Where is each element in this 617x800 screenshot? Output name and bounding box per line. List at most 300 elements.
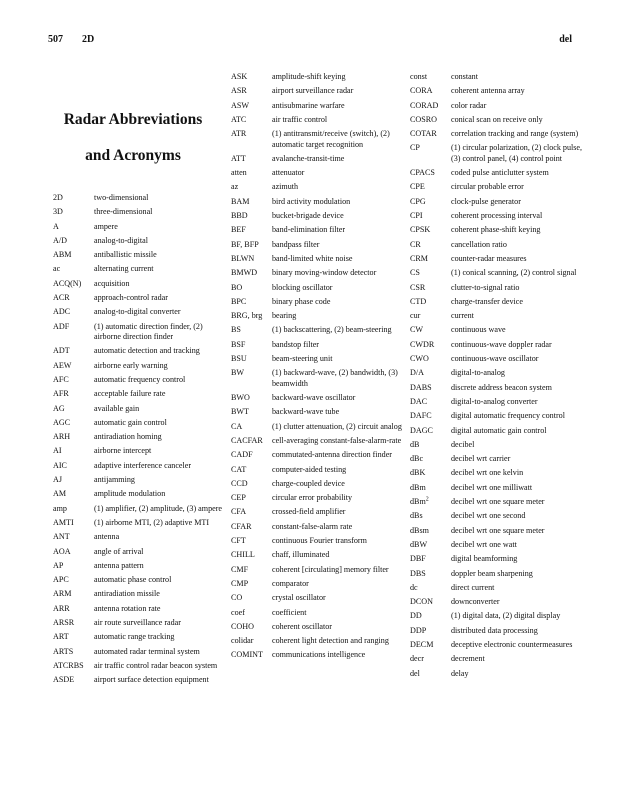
entry-abbreviation xyxy=(231,622,272,632)
entry-definition: downconverter xyxy=(451,597,500,607)
entry-definition: coherent phase-shift keying xyxy=(451,225,541,235)
entry-abbreviation xyxy=(410,325,451,335)
glossary-entry xyxy=(410,640,590,650)
glossary-entry xyxy=(53,404,228,414)
abbreviation-text: CS xyxy=(410,268,420,278)
abbreviation-text: coef xyxy=(231,607,245,617)
abbreviation-text: cur xyxy=(410,311,421,321)
abbreviation-text: BLWN xyxy=(231,253,255,263)
abbreviation-text: A/D xyxy=(53,235,67,245)
glossary-entry xyxy=(53,375,228,385)
running-head-section: 2D xyxy=(82,34,95,45)
entry-definition: airport surveillance radar xyxy=(272,86,354,96)
entry-definition: ampere xyxy=(94,221,118,231)
entry-abbreviation xyxy=(53,547,94,557)
glossary-entry xyxy=(410,583,590,593)
abbreviation-text: DBF xyxy=(410,554,426,564)
entry-definition: antiballistic missile xyxy=(94,250,157,260)
glossary-entry xyxy=(53,432,228,442)
abbreviation-text: ARH xyxy=(53,432,71,442)
entry-abbreviation xyxy=(231,593,272,603)
entry-definition: conical scan on receive only xyxy=(451,114,543,124)
entry-definition: antiradiation homing xyxy=(94,432,162,442)
abbreviation-text: CORA xyxy=(410,86,433,96)
entry-abbreviation xyxy=(231,340,272,350)
abbreviation-text: CMF xyxy=(231,564,249,574)
abbreviation-text: CAT xyxy=(231,464,247,474)
entry-abbreviation xyxy=(231,579,272,589)
entry-definition: continuous-wave oscillator xyxy=(451,354,539,364)
abbreviation-text: CEP xyxy=(231,493,246,503)
abbreviation-text: DD xyxy=(410,611,422,621)
entry-abbreviation xyxy=(53,418,94,428)
entry-definition: decibel wrt carrier xyxy=(451,454,511,464)
entry-abbreviation xyxy=(410,569,451,579)
entry-abbreviation xyxy=(53,193,94,203)
glossary-entry xyxy=(231,368,409,389)
abbreviation-text: DABS xyxy=(410,382,432,392)
glossary-entry xyxy=(231,493,409,503)
abbreviation-text: CSR xyxy=(410,282,426,292)
entry-abbreviation xyxy=(410,168,451,178)
abbreviation-text: BSU xyxy=(231,354,247,364)
abbreviation-text: ARM xyxy=(53,589,72,599)
glossary-entry xyxy=(231,115,409,125)
entry-definition: comparator xyxy=(272,578,309,588)
entry-definition: automatic gain control xyxy=(94,417,167,427)
abbreviation-text: BBD xyxy=(231,211,248,221)
glossary-entry xyxy=(410,283,590,293)
abbreviation-text: COMINT xyxy=(231,650,263,660)
entry-definition: (1) backward-wave, (2) bandwidth, (3) beamwidth xyxy=(272,368,398,388)
entry-abbreviation xyxy=(410,583,451,593)
glossary-entry xyxy=(53,346,228,356)
glossary-entry xyxy=(231,407,409,417)
entry-definition: automatic phase control xyxy=(94,575,172,585)
glossary-entry xyxy=(410,669,590,679)
entry-definition: (1) backscattering, (2) beam-steering xyxy=(272,325,392,335)
entry-abbreviation xyxy=(410,654,451,664)
glossary-entry xyxy=(231,579,409,589)
entry-definition: azimuth xyxy=(272,182,299,192)
entry-abbreviation xyxy=(410,354,451,364)
abbreviation-text: ADF xyxy=(53,321,70,331)
entry-abbreviation xyxy=(53,250,94,260)
abbreviation-text: dB xyxy=(410,439,420,449)
glossary-entry xyxy=(410,383,590,393)
abbreviation-text: DCON xyxy=(410,597,433,607)
abbreviation-text: CPG xyxy=(410,196,426,206)
glossary-entry xyxy=(410,454,590,464)
abbreviation-text: CORAD xyxy=(410,100,439,110)
abbreviation-text: dBK xyxy=(410,468,426,478)
glossary-entry xyxy=(410,497,590,507)
glossary-column-3 xyxy=(410,72,590,683)
glossary-entry xyxy=(231,479,409,489)
entry-abbreviation xyxy=(53,293,94,303)
glossary-entry xyxy=(410,297,590,307)
entry-abbreviation xyxy=(53,489,94,499)
entry-definition: bearing xyxy=(272,311,297,321)
abbreviation-text: CCD xyxy=(231,478,248,488)
entry-abbreviation xyxy=(410,626,451,636)
entry-definition: adaptive interference canceler xyxy=(94,460,192,470)
entry-abbreviation xyxy=(231,407,272,417)
glossary-entry xyxy=(410,129,590,139)
glossary-entry xyxy=(53,589,228,599)
abbreviation-text: CW xyxy=(410,325,424,335)
entry-abbreviation xyxy=(53,575,94,585)
abbreviation-text: ACR xyxy=(53,293,70,303)
entry-definition: bird activity modulation xyxy=(272,196,351,206)
abbreviation-text: CFT xyxy=(231,536,246,546)
abbreviation-text: 2D xyxy=(53,193,63,202)
entry-abbreviation xyxy=(231,507,272,517)
glossary-entry xyxy=(53,504,228,514)
abbreviation-text: ATR xyxy=(231,129,247,139)
glossary-entry xyxy=(410,426,590,436)
entry-abbreviation xyxy=(231,650,272,660)
abbreviation-text: BWO xyxy=(231,393,250,403)
glossary-entry xyxy=(410,554,590,564)
glossary-entry xyxy=(53,632,228,642)
entry-definition: amplitude modulation xyxy=(94,489,166,499)
entry-abbreviation xyxy=(410,86,451,96)
entry-definition: doppler beam sharpening xyxy=(451,568,533,578)
abbreviation-text: ASK xyxy=(231,72,248,81)
entry-abbreviation xyxy=(53,618,94,628)
entry-abbreviation xyxy=(53,561,94,571)
abbreviation-text: DAC xyxy=(410,396,428,406)
glossary-entry xyxy=(231,622,409,632)
entry-definition: discrete address beacon system xyxy=(451,382,552,392)
abbreviation-text: AJ xyxy=(53,475,62,485)
entry-abbreviation xyxy=(410,129,451,139)
entry-abbreviation xyxy=(231,86,272,96)
entry-definition: circular probable error xyxy=(451,182,524,192)
glossary-entry xyxy=(53,532,228,542)
entry-definition: coherent processing interval xyxy=(451,211,543,221)
entry-abbreviation xyxy=(231,450,272,460)
glossary-entry xyxy=(231,86,409,96)
abbreviation-text: dBm xyxy=(410,497,426,507)
entry-abbreviation xyxy=(231,168,272,178)
entry-abbreviation xyxy=(53,322,94,343)
entry-definition: avalanche-transit-time xyxy=(272,153,345,163)
entry-definition: band-limited white noise xyxy=(272,253,353,263)
abbreviation-text: ASR xyxy=(231,86,247,96)
abbreviation-text: CWO xyxy=(410,354,429,364)
glossary-entry xyxy=(53,293,228,303)
entry-definition: bandstop filter xyxy=(272,339,319,349)
entry-abbreviation xyxy=(410,383,451,393)
entry-definition: automatic range tracking xyxy=(94,632,175,642)
glossary-entry xyxy=(231,340,409,350)
glossary-column-1 xyxy=(53,193,228,690)
entry-abbreviation xyxy=(53,432,94,442)
abbreviation-text: DAFC xyxy=(410,411,432,421)
entry-abbreviation xyxy=(53,236,94,246)
abbreviation-text: AOA xyxy=(53,546,71,556)
abbreviation-text: CPSK xyxy=(410,225,431,235)
abbreviation-text: CACFAR xyxy=(231,435,263,445)
entry-abbreviation xyxy=(410,526,451,536)
abbreviation-text: BO xyxy=(231,282,243,292)
entry-abbreviation xyxy=(231,297,272,307)
entry-abbreviation xyxy=(410,340,451,350)
glossary-entry xyxy=(410,254,590,264)
entry-definition: air traffic control xyxy=(272,114,328,124)
entry-definition: (1) amplifier, (2) amplitude, (3) ampere xyxy=(94,503,222,513)
page-title xyxy=(48,102,218,174)
glossary-entry xyxy=(231,522,409,532)
glossary-entry xyxy=(53,264,228,274)
glossary-entry xyxy=(231,650,409,660)
entry-abbreviation xyxy=(231,225,272,235)
entry-abbreviation xyxy=(410,197,451,207)
abbreviation-text: COSRO xyxy=(410,114,437,124)
entry-definition: binary moving-window detector xyxy=(272,268,377,278)
entry-definition: decibel wrt one square meter xyxy=(451,525,545,535)
entry-abbreviation xyxy=(231,72,272,82)
glossary-entry xyxy=(410,143,590,164)
entry-definition: beam-steering unit xyxy=(272,354,333,364)
entry-definition: cancellation ratio xyxy=(451,239,507,249)
abbreviation-text: BW xyxy=(231,368,245,378)
glossary-entry xyxy=(231,422,409,432)
glossary-entry xyxy=(410,483,590,493)
abbreviation-text: BAM xyxy=(231,196,250,206)
entry-abbreviation xyxy=(231,550,272,560)
glossary-entry xyxy=(410,197,590,207)
entry-abbreviation xyxy=(53,461,94,471)
entry-abbreviation xyxy=(53,346,94,356)
glossary-entry xyxy=(231,608,409,618)
entry-abbreviation xyxy=(53,279,94,289)
entry-definition: analog-to-digital xyxy=(94,235,148,245)
abbreviation-text: AG xyxy=(53,403,65,413)
glossary-entry xyxy=(53,322,228,343)
abbreviation-text: ARSR xyxy=(53,618,75,628)
entry-abbreviation xyxy=(410,411,451,421)
entry-definition: (1) clutter attenuation, (2) circuit analog xyxy=(272,421,402,431)
glossary-entry xyxy=(231,436,409,446)
abbreviation-text: dBc xyxy=(410,454,424,464)
glossary-entry xyxy=(231,636,409,646)
abbreviation-text: decr xyxy=(410,654,424,664)
entry-definition: clock-pulse generator xyxy=(451,196,521,206)
abbreviation-text: A xyxy=(53,221,59,231)
glossary-entry xyxy=(53,193,228,203)
entry-definition: charge-coupled device xyxy=(272,478,345,488)
abbreviation-text: ATT xyxy=(231,153,246,163)
abbreviation-text: az xyxy=(231,182,239,192)
entry-abbreviation xyxy=(53,307,94,317)
abbreviation-text: ADT xyxy=(53,346,70,356)
entry-abbreviation xyxy=(231,268,272,278)
abbreviation-text: BPC xyxy=(231,296,247,306)
entry-definition: digital-to-analog xyxy=(451,368,505,378)
abbreviation-text: atten xyxy=(231,168,247,178)
entry-definition: charge-transfer device xyxy=(451,296,523,306)
entry-definition: angle of arrival xyxy=(94,546,144,556)
entry-definition: commutated-antenna direction finder xyxy=(272,450,393,460)
entry-definition: computer-aided testing xyxy=(272,464,347,474)
entry-definition: antenna pattern xyxy=(94,560,144,570)
abbreviation-text: DECM xyxy=(410,639,434,649)
entry-definition: (1) antitransmit/receive (switch), (2) automatic target recognition xyxy=(272,129,390,149)
entry-abbreviation xyxy=(231,115,272,125)
entry-abbreviation xyxy=(231,354,272,364)
entry-abbreviation xyxy=(231,393,272,403)
glossary-entry xyxy=(231,465,409,475)
glossary-entry xyxy=(410,311,590,321)
abbreviation-text: ASDE xyxy=(53,675,75,685)
entry-definition: automated radar terminal system xyxy=(94,646,200,656)
glossary-entry xyxy=(53,561,228,571)
glossary-entry xyxy=(231,393,409,403)
abbreviation-text: CPACS xyxy=(410,168,435,178)
abbreviation-text: COTAR xyxy=(410,129,437,139)
glossary-entry xyxy=(53,279,228,289)
entry-definition: air traffic control radar beacon system xyxy=(94,660,218,670)
glossary-entry xyxy=(53,446,228,456)
glossary-entry xyxy=(410,368,590,378)
entry-abbreviation xyxy=(410,182,451,192)
entry-definition: attenuator xyxy=(272,168,305,178)
entry-abbreviation xyxy=(410,254,451,264)
entry-abbreviation xyxy=(410,115,451,125)
abbreviation-text: ARR xyxy=(53,603,70,613)
glossary-entry xyxy=(410,397,590,407)
entry-abbreviation xyxy=(410,368,451,378)
glossary-entry xyxy=(53,647,228,657)
abbreviation-text: CFAR xyxy=(231,521,252,531)
abbreviation-text: AM xyxy=(53,489,67,499)
glossary-entry xyxy=(410,511,590,521)
entry-definition: digital-to-analog converter xyxy=(451,396,538,406)
glossary-entry xyxy=(231,225,409,235)
glossary-entry xyxy=(53,389,228,399)
abbreviation-text: dc xyxy=(410,582,418,592)
entry-abbreviation xyxy=(410,311,451,321)
entry-abbreviation xyxy=(53,389,94,399)
entry-definition: coherent light detection and ranging xyxy=(272,636,389,646)
entry-definition: decibel wrt one milliwatt xyxy=(451,482,533,492)
abbreviation-text: ACQ(N) xyxy=(53,278,82,288)
glossary-entry xyxy=(231,283,409,293)
glossary-entry xyxy=(231,154,409,164)
entry-definition: decibel wrt one watt xyxy=(451,539,517,549)
glossary-entry xyxy=(410,597,590,607)
entry-abbreviation xyxy=(53,264,94,274)
abbreviation-text: D/A xyxy=(410,368,424,378)
glossary-entry xyxy=(410,182,590,192)
abbreviation-text: amp xyxy=(53,503,67,513)
glossary-entry xyxy=(53,207,228,217)
glossary-entry xyxy=(53,222,228,232)
entry-abbreviation xyxy=(410,143,451,164)
glossary-entry xyxy=(231,565,409,575)
entry-abbreviation xyxy=(231,311,272,321)
entry-definition: coherent oscillator xyxy=(272,621,333,631)
abbreviation-text: BSF xyxy=(231,339,246,349)
abbreviation-text: AEW xyxy=(53,360,72,370)
abbreviation-text: AI xyxy=(53,446,62,456)
glossary-entry xyxy=(410,86,590,96)
entry-definition: circular error probability xyxy=(272,493,353,503)
entry-abbreviation xyxy=(410,554,451,564)
entry-definition: digital beamforming xyxy=(451,554,518,564)
abbreviation-text: 3D xyxy=(53,207,63,217)
entry-abbreviation xyxy=(231,522,272,532)
abbreviation-text: AFR xyxy=(53,389,69,399)
entry-definition: constant-false-alarm rate xyxy=(272,521,353,531)
glossary-entry xyxy=(410,654,590,664)
abbreviation-text: DBS xyxy=(410,568,426,578)
entry-definition: decibel xyxy=(451,439,475,449)
abbreviation-text: CFA xyxy=(231,507,247,517)
entry-definition: bandpass filter xyxy=(272,239,320,249)
entry-definition: automatic frequency control xyxy=(94,374,186,384)
entry-abbreviation xyxy=(53,504,94,514)
entry-definition: (1) airborne MTI, (2) adaptive MTI xyxy=(94,517,210,527)
entry-abbreviation xyxy=(231,536,272,546)
entry-abbreviation xyxy=(53,446,94,456)
entry-definition: two-dimensional xyxy=(94,193,149,202)
entry-abbreviation xyxy=(53,632,94,642)
glossary-entry xyxy=(410,626,590,636)
glossary-entry xyxy=(53,418,228,428)
entry-abbreviation xyxy=(231,636,272,646)
abbreviation-text: CO xyxy=(231,593,243,603)
abbreviation-text: ac xyxy=(53,264,61,274)
entry-definition: band-elimination filter xyxy=(272,225,346,235)
abbreviation-text: dBm xyxy=(410,482,426,492)
entry-definition: continuous wave xyxy=(451,325,506,335)
entry-definition: counter-radar measures xyxy=(451,253,527,263)
entry-definition: antenna xyxy=(94,532,120,542)
entry-abbreviation xyxy=(231,240,272,250)
entry-definition: analog-to-digital converter xyxy=(94,307,181,317)
entry-abbreviation xyxy=(410,397,451,407)
entry-abbreviation xyxy=(231,368,272,389)
running-head-right: del xyxy=(559,34,572,45)
entry-abbreviation xyxy=(53,222,94,232)
entry-abbreviation xyxy=(231,101,272,111)
entry-abbreviation xyxy=(53,661,94,671)
abbreviation-text: CP xyxy=(410,143,420,153)
entry-definition: approach-control radar xyxy=(94,293,168,303)
entry-abbreviation xyxy=(410,483,451,493)
abbreviation-text: BRG, brg xyxy=(231,311,263,321)
entry-definition: coherent antenna array xyxy=(451,86,525,96)
abbreviation-text: CRM xyxy=(410,253,428,263)
entry-abbreviation xyxy=(231,608,272,618)
abbreviation-text: ATC xyxy=(231,114,247,124)
entry-definition: alternating current xyxy=(94,264,154,274)
abbreviation-text: CTD xyxy=(410,296,427,306)
entry-definition: (1) conical scanning, (2) control signal xyxy=(451,268,577,278)
abbreviation-text: colidar xyxy=(231,636,254,646)
entry-definition: coefficient xyxy=(272,607,307,617)
abbreviation-text: CA xyxy=(231,421,243,431)
entry-abbreviation xyxy=(231,422,272,432)
entry-abbreviation xyxy=(53,675,94,685)
entry-definition: amplitude-shift keying xyxy=(272,72,346,81)
entry-definition: coherent [circulating] memory filter xyxy=(272,564,389,574)
page-number: 507 xyxy=(48,34,63,45)
